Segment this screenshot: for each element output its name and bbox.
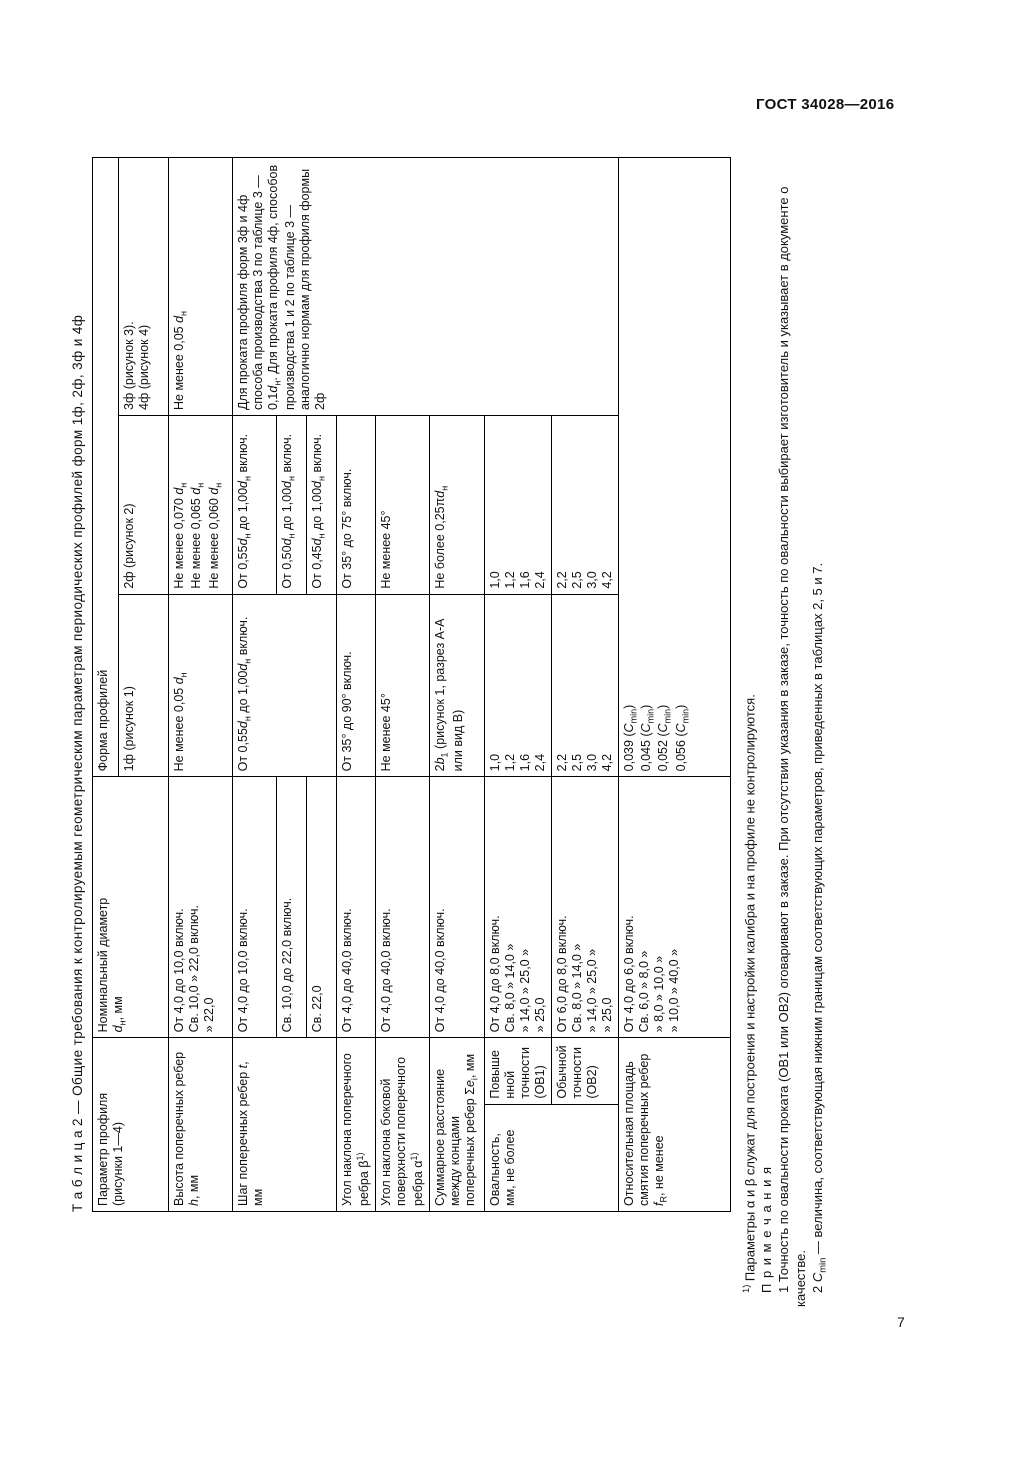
- cell-pitch-f2-2: От $0,50d_н$ до $1,00d_н$ включ.: [277, 416, 307, 595]
- page-number: 7: [897, 1314, 905, 1330]
- row-crush-area: [618, 158, 730, 1212]
- cell-ov1-f2: 1,0 1,2 1,6 2,4: [484, 416, 551, 595]
- footnote-alpha-beta: $^{1)}$ Параметры α и β служат для построения и настройки калибра и на профиле не контролируются.: [740, 694, 757, 1293]
- cell-ov2-f1: 2,2 2,5 3,0 4,2: [551, 594, 618, 777]
- cell-ovality-ov1-label: Повышенной точности (ОВ1): [484, 1038, 551, 1104]
- header-form-2f: 2ф (рисунок 2): [119, 416, 169, 595]
- header-form-1f: 1ф (рисунок 1): [119, 594, 169, 777]
- cell-ovality-ov2-label: Обычной точности (ОВ2): [551, 1038, 618, 1104]
- cell-diam-ov1: От 4,0 до 8,0 включ. Св. 8,0 » 14,0 » » 14,0 » 25,0 » » 25,0: [484, 777, 551, 1038]
- note-2: 2 $C_{min}$ — величина, соответствующая нижним границам соответствующих параметров, приведенных в таблицах 2, 5 и 7.: [809, 562, 828, 1293]
- cell-height-f2: Не менее 0,070 $d_н$ Не менее 0,065 $d_н$ Не менее 0,060 $d_н$: [169, 416, 233, 595]
- cell-beta-f2: От 35° до 75° включ.: [337, 416, 376, 595]
- cell-pitch-f2-3: От $0,45d_н$ до $1,00d_н$ включ.: [307, 416, 337, 595]
- cell-param-height: Высота поперечных ребер h, мм: [169, 1038, 233, 1212]
- cell-diam-beta: От 4,0 до 40,0 включ.: [337, 777, 376, 1038]
- cell-diam-pitch-3: Св. 22,0: [307, 777, 337, 1038]
- cell-param-ovality: Овальность, мм, не более: [484, 1104, 618, 1211]
- row-rib-height: [169, 158, 233, 1212]
- cell-crush-values: 0,039 $(C_{min})$ 0,045 $(C_{min})$ 0,052 $(C_{min})$ 0,056 $(C_{min})$: [618, 158, 730, 777]
- cell-diam-height: От 4,0 до 10,0 включ. Св. 10,0 » 22,0 включ. » 22,0: [169, 777, 233, 1038]
- cell-diam-ov2: От 6,0 до 8,0 включ. Св. 8,0 » 14,0 » » 14,0 » 25,0 » » 25,0: [551, 777, 618, 1038]
- cell-height-f1: Не менее 0,05 $d_н$: [169, 594, 233, 777]
- cell-param-distance: Суммарное расстояние между концами поперечных ребер $\Sigma e_i$, мм: [430, 1038, 484, 1212]
- cell-param-crush: Относительная площадь смятия поперечных ребер $f_R$, не менее: [618, 1038, 730, 1212]
- header-param: Параметр профиля (рисунки 1—4): [93, 1038, 169, 1212]
- cell-param-beta: Угол наклона поперечного ребра $\beta^{1)}$: [337, 1038, 376, 1212]
- cell-distance-f2: Не более $0,25\pi d_н$: [430, 416, 484, 595]
- cell-pitch-f1: От $0,55d_н$ до $1,00d_н$ включ.: [233, 594, 337, 777]
- note-1: 1 Точность по овальности проката (ОВ1 или ОВ2) оговаривают в заказе. При отсутствии указания в заказе, точность по овальности выбирает изготовитель и указывает в документе о качестве.: [776, 186, 808, 1307]
- header-form-3f4f: 3ф (рисунок 3). 4ф (рисунок 4): [119, 158, 169, 416]
- header-diameter: Номинальный диаметр $d_н$, мм: [93, 777, 169, 1038]
- cell-diam-alpha: От 4,0 до 40,0 включ.: [376, 777, 430, 1038]
- cell-height-f34: Не менее 0,05 $d_н$: [169, 158, 233, 416]
- table-caption: Т а б л и ц а 2 — Общие требования к контролируемым геометрическим параметрам периодических профилей форм 1ф, 2ф, 3ф и 4ф: [70, 314, 85, 1212]
- cell-diam-pitch-2: Св. 10,0 до 22,0 включ.: [277, 777, 307, 1038]
- cell-pitch-f34-note: Для проката профиля форм 3ф и 4ф способа производства 3 по таблице 3 — $0,1d_н$. Для проката профиля 4ф, способов производства 1 и 2 по таблице 3 — аналогично нормам для профиля формы 2ф: [233, 158, 619, 416]
- rotated-table-layer: [70, 142, 910, 1307]
- parameters-table: [92, 157, 731, 1212]
- cell-param-pitch: Шаг поперечных ребер t, мм: [233, 1038, 337, 1212]
- cell-pitch-f2-1: От $0,55d_н$ до $1,00d_н$ включ.: [233, 416, 277, 595]
- cell-param-alpha: Угол наклона боковой поверхности поперечного ребра $\alpha^{1)}$: [376, 1038, 430, 1212]
- doc-code-header: ГОСТ 34028—2016: [756, 96, 895, 113]
- cell-beta-f1: От 35° до 90° включ.: [337, 594, 376, 777]
- cell-diam-pitch-1: От 4,0 до 10,0 включ.: [233, 777, 277, 1038]
- cell-alpha-f1: Не менее 45°: [376, 594, 430, 777]
- cell-diam-distance: От 4,0 до 40,0 включ.: [430, 777, 484, 1038]
- cell-ov2-f2: 2,2 2,5 3,0 4,2: [551, 416, 618, 595]
- cell-diam-crush: От 4,0 до 6,0 включ. Св. 6,0 » 8,0 » » 8,0 » 10,0 » » 10,0 » 40,0 »: [618, 777, 730, 1038]
- cell-alpha-f2: Не менее 45°: [376, 416, 430, 595]
- header-row-1: [93, 158, 119, 1212]
- header-forms-group: Форма профилей: [93, 158, 119, 777]
- notes-title: П р и м е ч а н и я: [759, 1166, 775, 1293]
- table-notes: [741, 147, 830, 1307]
- cell-ov1-f1: 1,0 1,2 1,6 2,4: [484, 594, 551, 777]
- row-rib-pitch-1: [233, 158, 277, 1212]
- cell-distance-f1: $2b_1$ (рисунок 1, разрез А-А или вид В): [430, 594, 484, 777]
